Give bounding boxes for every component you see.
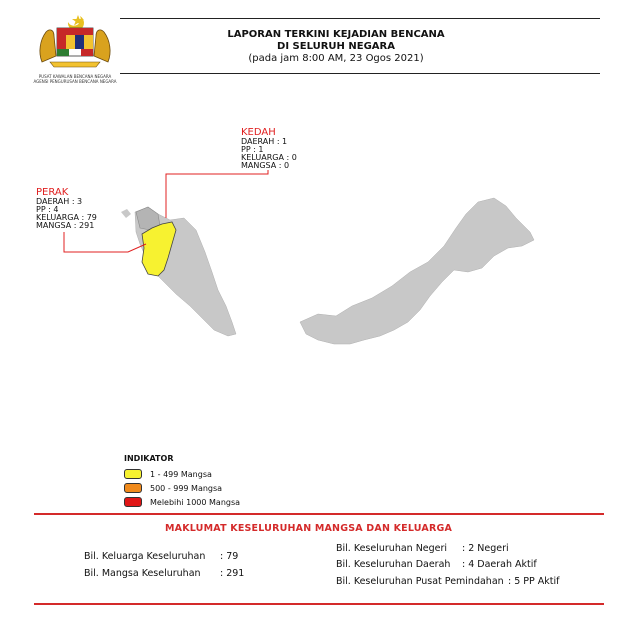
perak-daerah: DAERAH : 3 xyxy=(36,197,83,206)
kedah-name: KEDAH xyxy=(241,127,276,138)
perak-mangsa: MANGSA : 291 xyxy=(36,221,95,230)
perak-callout xyxy=(36,187,97,230)
logo-caption-2: AGENSI PENGURUSAN BENCANA NEGARA xyxy=(33,79,117,84)
legend-label: 500 - 999 Mangsa xyxy=(150,483,223,493)
legend-swatch-red xyxy=(124,497,142,507)
legend-item xyxy=(124,495,240,509)
title-line-2: DI SELURUH NEGARA xyxy=(277,41,395,52)
legend-swatch-orange xyxy=(124,483,142,493)
mangsa-label: Bil. Mangsa Keseluruhan xyxy=(84,568,201,579)
kedah-daerah: DAERAH : 1 xyxy=(241,137,288,146)
legend-swatch-yellow xyxy=(124,469,142,479)
legend-label: 1 - 499 Mangsa xyxy=(150,469,212,479)
legend-label: Melebihi 1000 Mangsa xyxy=(150,497,241,507)
legend-item xyxy=(124,467,240,481)
summary-top-rule xyxy=(34,513,604,515)
logo-caption-1: PUSAT KAWALAN BENCANA NEGARA xyxy=(38,74,112,79)
negeri-value: : 2 Negeri xyxy=(462,543,509,554)
title-line-3: (pada jam 8:00 AM, 23 Ogos 2021) xyxy=(248,53,424,64)
kedah-leader-line xyxy=(166,170,268,218)
pp-value: : 5 PP Aktif xyxy=(508,576,560,587)
legend-item xyxy=(124,481,240,495)
langkawi-island xyxy=(121,209,131,218)
kedah-pp: PP : 1 xyxy=(241,145,264,154)
east-malaysia xyxy=(300,198,534,344)
kedah-mangsa: MANGSA : 0 xyxy=(241,161,290,170)
perak-leader-line xyxy=(64,232,146,252)
pp-label: Bil. Keseluruhan Pusat Pemindahan xyxy=(336,576,504,587)
perak-keluarga: KELUARGA : 79 xyxy=(36,213,97,222)
mangsa-value: : 291 xyxy=(220,568,245,579)
legend-title: INDIKATOR xyxy=(124,454,174,463)
summary-title: MAKLUMAT KESELURUHAN MANGSA DAN KELUARGA xyxy=(165,523,453,534)
perak-pp: PP : 4 xyxy=(36,205,59,214)
daerah-label: Bil. Keseluruhan Daerah xyxy=(336,559,451,570)
kedah-keluarga: KELUARGA : 0 xyxy=(241,153,297,162)
kedah-callout xyxy=(241,127,297,170)
title-line-1: LAPORAN TERKINI KEJADIAN BENCANA xyxy=(227,29,445,40)
daerah-value: : 4 Daerah Aktif xyxy=(462,559,537,570)
negeri-label: Bil. Keseluruhan Negeri xyxy=(336,543,448,554)
legend xyxy=(124,454,240,509)
perak-name: PERAK xyxy=(36,187,69,198)
summary-bottom-rule xyxy=(34,603,604,605)
keluarga-label: Bil. Keluarga Keseluruhan xyxy=(84,551,206,562)
keluarga-value: : 79 xyxy=(220,551,239,562)
